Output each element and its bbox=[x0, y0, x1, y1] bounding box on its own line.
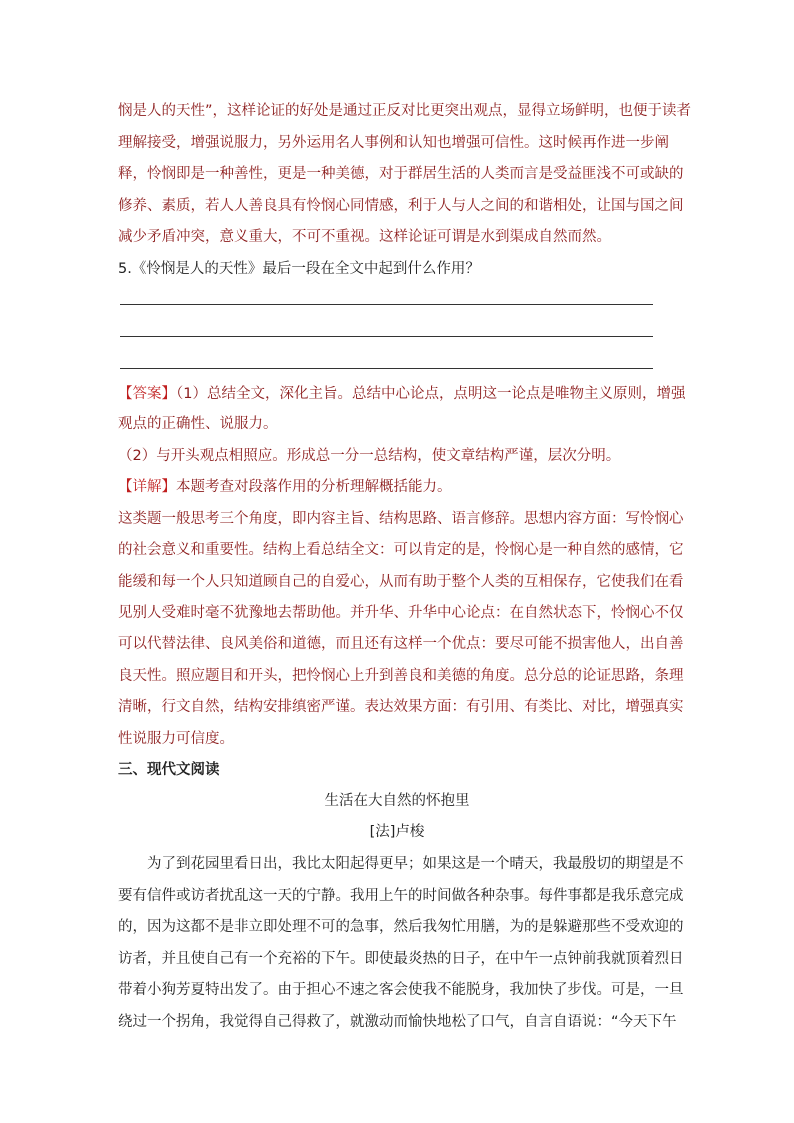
detail-line: 性说服力可信度。 bbox=[118, 731, 234, 747]
answer-line-3: （2）与开头观点相照应。形成总一分一总结构，使文章结构严谨，层次分明。 bbox=[118, 448, 621, 464]
detail-line: 见别人受难时毫不犹豫地去帮助他。并升华、升华中心论点：在自然状态下，怜悯心不仅 bbox=[118, 605, 684, 621]
section-heading: 三、现代文阅读 bbox=[118, 762, 220, 778]
answer-blank-line bbox=[120, 368, 653, 369]
analysis-line: 修养、素质，若人人善良具有怜悯心同情感，利于人与人之间的和谐相处，让国与国之间 bbox=[118, 198, 684, 214]
analysis-line: 减少矛盾冲突，意义重大，不可不重视。这样论证可谓是水到渠成自然而然。 bbox=[118, 229, 611, 245]
detail-line: 的社会意义和重要性。结构上看总结全文：可以肯定的是，怜悯心是一种自然的感情，它 bbox=[118, 542, 684, 558]
answer-line-1 bbox=[118, 384, 685, 404]
article-line: 带着小狗芳夏特出发了。由于担心不速之客会使我不能脱身，我加快了步伐。可是，一旦 bbox=[118, 982, 684, 998]
answer-blank-line bbox=[120, 336, 653, 337]
detail-first: 本题考查对段落作用的分析理解概括能力。 bbox=[176, 479, 452, 495]
article-line: 要有信件或访者扰乱这一天的宁静。我用上午的时间做各种杂事。每件事都是我乐意完成 bbox=[118, 888, 684, 904]
analysis-line: 释，怜悯即是一种善性，更是一种美德，对于群居生活的人类而言是受益匪浅不可或缺的 bbox=[118, 166, 684, 182]
article-title: 生活在大自然的怀抱里 bbox=[324, 793, 470, 809]
detail-line: 这类题一般思考三个角度，即内容主旨、结构思路、语言修辞。思想内容方面：写怜悯心 bbox=[118, 511, 684, 527]
question-5: 5.《怜悯是人的天性》最后一段在全文中起到什么作用？ bbox=[118, 261, 480, 277]
article-line: 访者，并且使自己有一个充裕的下午。即使最炎热的日子，在中午一点钟前我就顶着烈日 bbox=[118, 951, 684, 967]
detail-tag: 【详解】 bbox=[118, 479, 176, 495]
detail-line: 能缓和每一个人只知道顾自己的自爱心，从而有助于整个人类的互相保存，它使我们在看 bbox=[118, 574, 684, 590]
analysis-line: 理解接受，增强说服力，另外运用名人事例和认知也增强可信性。这时候再作进一步阐 bbox=[118, 135, 669, 151]
article-line: 绕过一个拐角，我觉得自己得救了，就激动而愉快地松了口气，自言自语说：“今天下午 bbox=[118, 1014, 677, 1030]
article-line: 为了到花园里看日出，我比太阳起得更早；如果这是一个晴天，我最殷切的期望是不 bbox=[147, 856, 684, 872]
article-author: [法]卢梭 bbox=[369, 824, 425, 840]
detail-line: 可以代替法律、良风美俗和道德，而且还有这样一个优点：要尽可能不损害他人，出自善 bbox=[118, 636, 684, 652]
article-line: 的，因为这都不是非立即处理不可的急事，然后我匆忙用膳，为的是躲避那些不受欢迎的 bbox=[118, 919, 684, 935]
answer-tag: 【答案】 bbox=[118, 386, 176, 402]
answer-line-2: 观点的正确性、说服力。 bbox=[118, 416, 278, 432]
detail-line: 清晰，行文自然，结构安排缜密严谨。表达效果方面：有引用、有类比、对比，增强真实 bbox=[118, 699, 684, 715]
detail-line: 良天性。照应题目和开头，把怜悯心上升到善良和美德的角度。总分总的论证思路，条理 bbox=[118, 668, 684, 684]
answer-text: （1）总结全文，深化主旨。总结中心论点，点明这一论点是唯物主义原则，增强 bbox=[176, 386, 686, 402]
analysis-line: 悯是人的天性”，这样论证的好处是通过正反对比更突出观点，显得立场鲜明，也便于读者 bbox=[118, 103, 692, 119]
detail-line-1 bbox=[118, 477, 452, 497]
answer-blank-line bbox=[120, 304, 653, 305]
